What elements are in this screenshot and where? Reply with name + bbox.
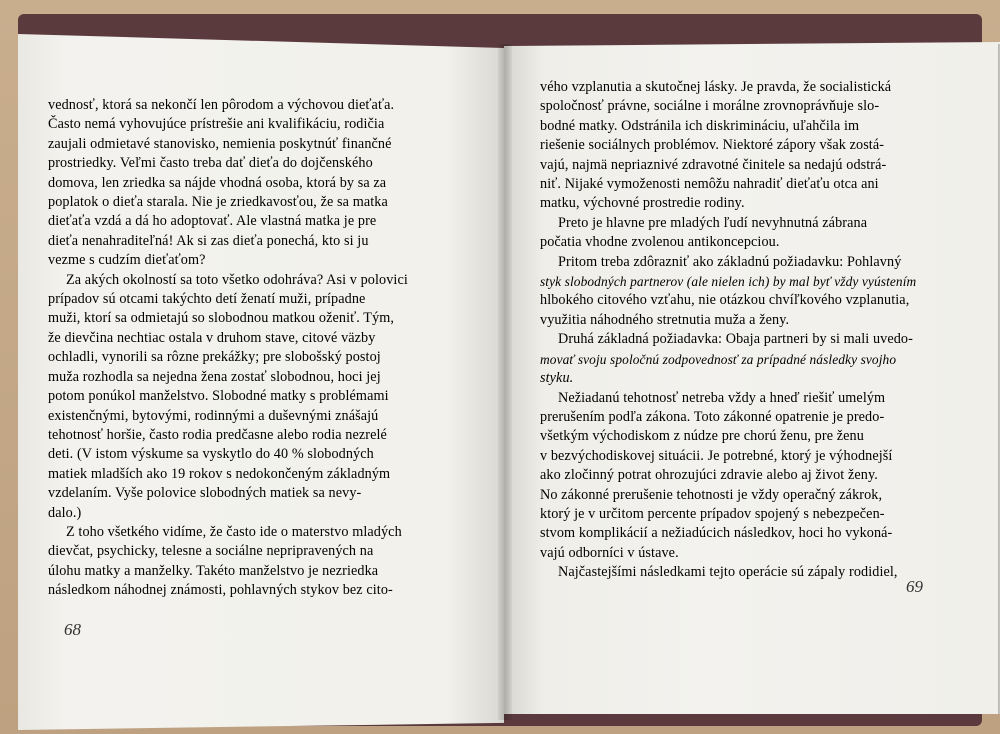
- text-line: poplatok o dieťa starala. Nie je zriedkavosťou, že sa matka: [48, 194, 388, 211]
- text-line: Pritom treba zdôrazniť ako základnú požiadavku: Pohlavný: [558, 253, 902, 270]
- text-line: prípadov sú otcami takýchto detí ženatí muži, prípadne: [48, 291, 366, 308]
- text-line: Za akých okolností sa toto všetko odohráva? Asi v polovici: [66, 271, 408, 288]
- text-line: potom ponúkol manželstvo. Slobodné matky s problémami: [48, 388, 389, 405]
- text-line: prostriedky. Veľmi často treba dať dieťa do dojčenského: [48, 155, 373, 172]
- text-line: spoločnosť právne, sociálne i morálne zrovnoprávňuje slo-: [540, 98, 880, 115]
- text-line: domova, len zriedka sa nájde vhodná osoba, ktorá by sa za: [48, 174, 387, 191]
- text-line: deti. (V istom výskume sa vyskytlo do 40 % slobodných: [48, 446, 374, 463]
- text-line: vajú, najmä nepriaznivé zdravotné činitele sa nedajú odstrá-: [540, 156, 887, 173]
- page-number-left: 68: [64, 620, 81, 639]
- text-line: prerušením podľa zákona. Toto zákonné opatrenie je predo-: [540, 408, 885, 425]
- text-line: riešenie sociálnych problémov. Niektoré zápory však zostá-: [540, 137, 885, 154]
- text-line: movať svoju spoločnú zodpovednosť za prípadné následky svojho: [540, 351, 897, 367]
- text-line: dalo.): [48, 504, 82, 521]
- text-line: niť. Nijaké vymoženosti nemôžu nahradiť dieťaťu otca ani: [540, 176, 879, 193]
- text-line: existenčnými, bytovými, rodinnými a duševnými znášajú: [48, 407, 379, 424]
- text-line: tehotnosť horšie, často rodia predčasne alebo rodia nezrelé: [48, 426, 387, 443]
- text-line: počatia vhodne zvolenou antikoncepciou.: [540, 234, 780, 251]
- text-line: dieťaťa vzdá a dá ho adoptovať. Ale vlastná matka je pre: [48, 213, 377, 230]
- text-line: zaujali odmietavé stanovisko, nemienia poskytnúť finančné: [48, 135, 392, 152]
- text-line: styku.: [540, 370, 574, 387]
- text-line: ako zločinný potrat ohrozujúci zdravie alebo aj život ženy.: [540, 467, 878, 484]
- text-line: že dievčina nechtiac ostala v druhom stave, citové väzby: [48, 329, 376, 346]
- text-line: dieťa nenahraditeľná! Ak si zas dieťa ponechá, kto si ju: [48, 232, 369, 249]
- text-line: styk slobodných partnerov (ale nielen ich) by mal byť vždy vyústením: [540, 274, 917, 290]
- text-line: úlohu matky a manželky. Takéto manželstvo je nezriedka: [48, 562, 379, 579]
- text-line: muža rozhodla sa nejedna žena zostať slobodnou, hoci jej: [48, 368, 381, 385]
- text-line: vého vzplanutia a skutočnej lásky. Je pravda, že socialistická: [540, 79, 892, 95]
- text-line: následkom náhodnej známosti, pohlavných stykov bez cito-: [48, 582, 393, 599]
- text-line: bodné matky. Odstránila ich diskrimináciu, uľahčila im: [540, 117, 860, 134]
- text-line: muži, ktorí sa odmietajú so slobodnou matkou oženiť. Tým,: [48, 310, 395, 327]
- text-line: Najčastejšími následkami tejto operácie sú zápaly rodidiel,: [558, 564, 898, 581]
- text-line: Z toho všetkého vidíme, že často ide o materstvo mladých: [66, 523, 402, 540]
- text-line: vzdelaním. Vyše polovice slobodných matiek sa nevy-: [48, 485, 362, 502]
- text-line: dievčat, psychicky, telesne a sociálne nepripravených na: [48, 543, 374, 560]
- text-line: využitia náhodného stretnutia muža a ženy.: [540, 311, 790, 328]
- left-page-text: [48, 96, 458, 601]
- text-line: Preto je hlavne pre mladých ľudí nevyhnutná zábrana: [558, 214, 868, 231]
- text-line: stvom komplikácií a nežiadúcich následkov, hoci ho vykoná-: [540, 525, 893, 542]
- text-line: všetkým východiskom z núdze pre chorú ženu, pre ženu: [540, 428, 864, 445]
- text-line: Nežiadanú tehotnosť netreba vždy a hneď riešiť umelým: [558, 389, 886, 406]
- page-number-right: 69: [906, 577, 923, 596]
- text-line: hlbokého citového vzťahu, nie otázkou chvíľkového vzplanutia,: [540, 292, 910, 309]
- text-line: matku, výchovné prostredie rodiny.: [540, 195, 745, 212]
- text-line: Druhá základná požiadavka: Obaja partneri by si mali uvedo-: [558, 331, 913, 348]
- text-line: matiek mladších ako 19 rokov s nedokončeným základným: [48, 465, 391, 482]
- right-page-text: [540, 78, 922, 583]
- text-line: v bezvýchodiskovej situácii. Je potrebné, ktorý je výhodnejší: [540, 447, 893, 464]
- text-line: vajú odborníci v ústave.: [540, 544, 679, 561]
- text-line: No zákonné prerušenie tehotnosti je vždy operačný zákrok,: [540, 486, 883, 503]
- text-line: ktorý je v určitom percente prípadov spojený s nebezpečen-: [540, 505, 885, 522]
- text-line: ochladli, vynorili sa rôzne prekážky; pre slobošský postoj: [48, 349, 381, 366]
- text-line: Často nemá vyhovujúce prístrešie ani kvalifikáciu, rodičia: [48, 116, 385, 133]
- text-line: vednosť, ktorá sa nekončí len pôrodom a výchovou dieťaťa.: [48, 97, 395, 113]
- book-gutter: [498, 44, 512, 720]
- text-line: vezme s cudzím dieťaťom?: [48, 252, 206, 269]
